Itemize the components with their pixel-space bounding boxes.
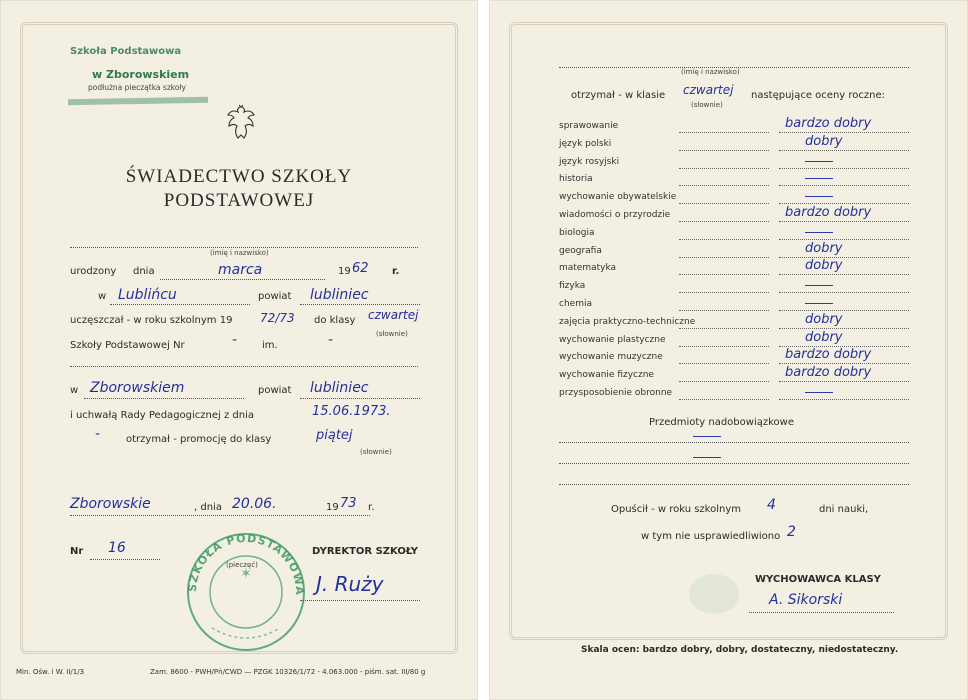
born-year-suffix: r.: [392, 266, 400, 277]
promotion-text: otrzymał - promocję do klasy: [126, 434, 272, 445]
nr-value: 16: [108, 540, 126, 556]
born-label: urodzony: [70, 266, 117, 277]
certificate-front-page: [0, 0, 478, 700]
certificate-subtitle: PODSTAWOWEJ: [163, 190, 315, 211]
grade-line: [779, 328, 909, 329]
grade-line: [779, 168, 909, 169]
school-county: lubliniec: [310, 380, 369, 396]
optional-row-3: [559, 484, 909, 485]
class-value: czwartej: [683, 83, 734, 97]
birth-place: Lublińcu: [118, 287, 177, 303]
optional-row-1-dash: [693, 436, 721, 437]
attended-text: uczęszczał - w roku szkolnym 19: [70, 315, 233, 326]
round-seal-stamp: [182, 528, 310, 656]
born-year-prefix: 19: [338, 266, 351, 277]
grade-dots: [679, 257, 769, 258]
school-place: Zborowskiem: [90, 380, 185, 396]
name-caption: (imię i nazwisko): [210, 249, 269, 257]
director-signature-line: [300, 600, 420, 601]
missed-label: Opuścił - w roku szkolnym: [611, 504, 742, 515]
grade-subject: język polski: [559, 138, 612, 149]
grade-dash: [805, 285, 833, 286]
resolution-date: 15.06.1973.: [312, 404, 391, 419]
grade-value: bardzo dobry: [785, 205, 872, 220]
class-caption: (słownie): [691, 101, 723, 109]
school-year: 72/73: [260, 311, 295, 325]
certificate-title: ŚWIADECTWO SZKOŁY: [125, 166, 353, 187]
grade-line: [779, 399, 909, 400]
born-year: 62: [352, 261, 369, 276]
grade-value: bardzo dobry: [785, 116, 872, 131]
seal-star-icon: ✶: [240, 566, 252, 582]
birth-place-line: [110, 304, 250, 305]
decorative-border: [509, 22, 948, 640]
unexcused-label: w tym nie usprawiedliwiono: [641, 531, 781, 542]
birth-county-line: [300, 304, 420, 305]
im-label: im.: [262, 340, 278, 351]
school-stamp-line1: Szkoła Podstawowa: [70, 46, 182, 57]
unexcused-days: 2: [787, 524, 796, 540]
grade-value: dobry: [805, 311, 843, 327]
grade-subject: sprawowanie: [559, 121, 619, 131]
grade-subject: wychowanie fizyczne: [559, 370, 654, 381]
county-label: powiat: [258, 291, 292, 302]
grade-subject: biologia: [559, 227, 595, 238]
grade-value: bardzo dobry: [785, 365, 872, 381]
grade-dash: [805, 303, 833, 304]
grade-subject: fizyka: [559, 281, 586, 292]
grade-line: [779, 185, 909, 186]
born-month: marca: [218, 262, 263, 278]
optional-row-1: [559, 442, 909, 443]
grade-dots: [679, 399, 769, 400]
grade-dots: [679, 239, 769, 240]
grading-scale: Skala ocen: bardzo dobry, dobry, dostateczny, niedostateczny.: [581, 645, 899, 655]
issue-place: Zborowskie: [70, 496, 151, 512]
grade-value: dobry: [805, 133, 843, 149]
grade-dots: [679, 274, 769, 275]
school-nr-label: Szkoły Podstawowej Nr: [70, 340, 185, 351]
grade-value: dobry: [805, 329, 843, 345]
place-prefix: w: [98, 291, 107, 302]
received-text: otrzymał - w klasie: [571, 90, 666, 101]
grade-subject: wychowanie muzyczne: [559, 352, 663, 363]
grade-line: [779, 310, 909, 311]
school-place-prefix: w: [70, 385, 79, 396]
school-county-line: [300, 398, 420, 399]
grade-subject: wychowanie obywatelskie: [559, 192, 677, 203]
issue-year-suffix: r.: [368, 502, 375, 513]
grade-dots: [679, 381, 769, 382]
blank-line: [70, 366, 418, 367]
born-date-line: [160, 279, 325, 280]
grade-line: [779, 132, 909, 133]
school-county-label: powiat: [258, 385, 292, 396]
next-class: piątej: [316, 428, 353, 443]
grade-subject: geografia: [559, 245, 602, 256]
grade-subject: język rosyjski: [559, 156, 620, 167]
grade-line: [779, 150, 909, 151]
nr-label: Nr: [70, 546, 84, 557]
grade-line: [779, 257, 909, 258]
seal-caption: (pieczęć): [226, 561, 258, 569]
seal-text: SZKOŁA PODSTAWOWA: [185, 531, 307, 596]
grade-value: bardzo dobry: [785, 347, 872, 363]
grade-subject: historia: [559, 174, 593, 185]
born-day-label: dnia: [133, 266, 155, 277]
to-class-label: do klasy: [314, 315, 356, 326]
optional-row-2: [559, 463, 909, 464]
issue-year: 73: [340, 496, 357, 511]
next-class-caption: (słownie): [360, 448, 392, 456]
tutor-signature-line: [749, 612, 894, 613]
grade-subject: chemia: [559, 299, 592, 309]
issue-line: [70, 515, 370, 516]
grade-subject: zajęcia praktyczno-techniczne: [559, 316, 696, 327]
grades-intro: następujące oceny roczne:: [751, 90, 885, 101]
missed-days: 4: [767, 497, 776, 513]
grade-subject: wiadomości o przyrodzie: [559, 210, 671, 220]
grade-dots: [679, 292, 769, 293]
grade-dots: [679, 310, 769, 311]
tutor-signature: A. Sikorski: [769, 592, 843, 608]
grade-subject: wychowanie plastyczne: [559, 334, 666, 345]
name-line: [70, 247, 418, 248]
certificate-back-page: [489, 0, 968, 700]
resolution-dash: -: [95, 426, 101, 442]
optional-title: Przedmioty nadobowiązkowe: [649, 417, 794, 428]
grade-dots: [679, 203, 769, 204]
grade-dash: [805, 392, 833, 393]
eagle-emblem-icon: [226, 104, 256, 142]
footer-left: Min. Ośw. i W. II/1/3: [16, 668, 85, 676]
grade-dots: [679, 221, 769, 222]
school-stamp-line2: w Zborowskiem: [92, 68, 190, 81]
grade-dash: [805, 178, 833, 179]
missed-suffix: dni nauki,: [819, 504, 869, 515]
grade-value: dobry: [805, 258, 843, 274]
grade-dots: [679, 132, 769, 133]
birth-county: lubliniec: [310, 287, 369, 303]
faded-stamp: [689, 574, 739, 614]
grade-dash: [805, 196, 833, 197]
director-signature: J. Ruży: [316, 572, 384, 596]
grade-dots: [679, 185, 769, 186]
grade-dots: [679, 150, 769, 151]
grade-subject: przysposobienie obronne: [559, 388, 673, 398]
tutor-label: WYCHOWAWCA KLASY: [755, 574, 881, 585]
grade-line: [779, 381, 909, 382]
grade-line: [779, 239, 909, 240]
footer-right: Zam. 8600 - PWH/Pń/CWD — PZGK 10326/1/72 - 4.063.000 - piśm. sat. III/80 g: [150, 668, 426, 676]
name-caption: (imię i nazwisko): [681, 68, 740, 76]
director-label: DYREKTOR SZKOŁY: [312, 546, 418, 557]
school-place-line: [84, 398, 244, 399]
grade-line: [779, 274, 909, 275]
school-stamp-caption: podłużna pieczątka szkoły: [88, 83, 186, 92]
grade-line: [779, 221, 909, 222]
grade-dash: [805, 232, 833, 233]
grade-dots: [679, 328, 769, 329]
grade-dash: [805, 161, 833, 162]
issue-day-label: , dnia: [194, 502, 222, 513]
grade-subject: matematyka: [559, 263, 617, 274]
im-value: -: [328, 332, 334, 348]
grade-dots: [679, 168, 769, 169]
nr-line: [90, 559, 160, 560]
grade-line: [779, 292, 909, 293]
page-gap: [478, 0, 489, 700]
optional-row-2-dash: [693, 457, 721, 458]
grade-value: dobry: [805, 240, 843, 256]
resolution-text: i uchwałą Rady Pedagogicznej z dnia: [70, 410, 254, 421]
issue-year-prefix: 19: [326, 502, 339, 513]
grade-dots: [679, 346, 769, 347]
class-value: czwartej: [368, 308, 419, 322]
grade-dots: [679, 363, 769, 364]
stamp-smudge: [68, 97, 208, 105]
issue-date: 20.06.: [232, 496, 277, 512]
school-nr-value: -: [232, 332, 238, 348]
class-caption: (słownie): [376, 330, 408, 338]
